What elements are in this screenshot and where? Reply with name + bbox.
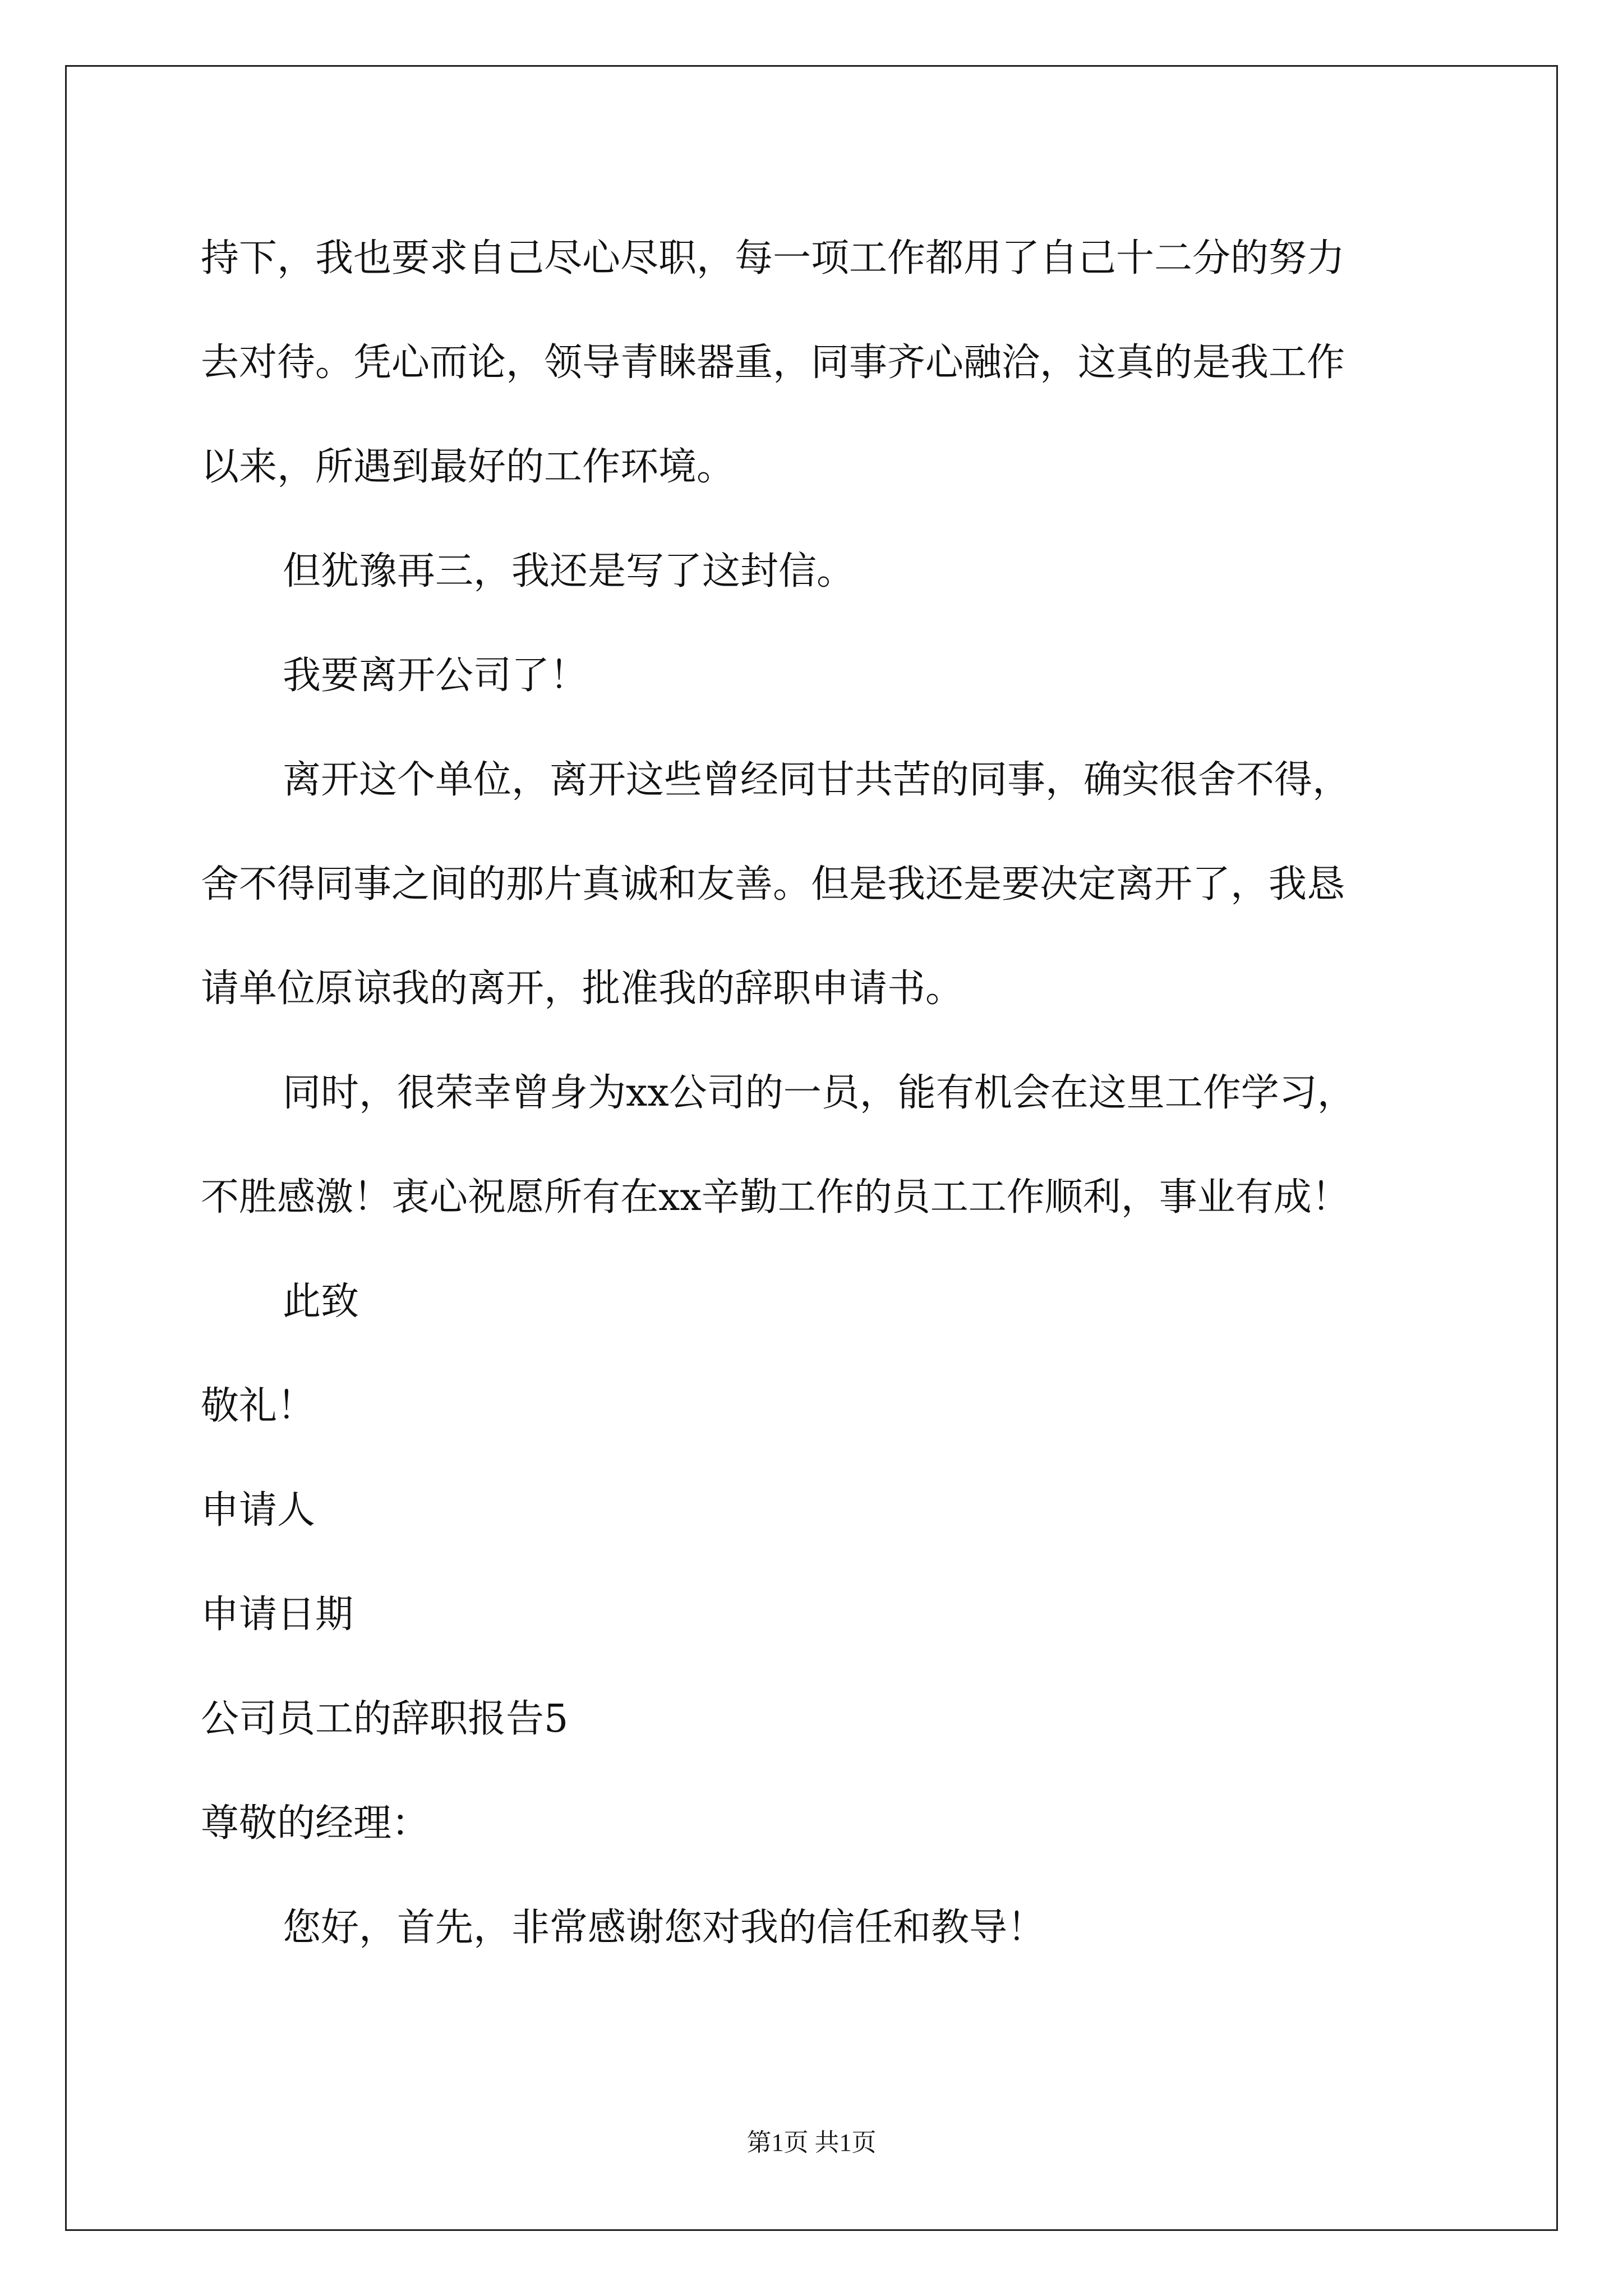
applicant-label: 申请人 [201,1488,316,1533]
text-line-2: 去对待。凭心而论，领导青睐器重，同事齐心融洽，这真的是我工作 [201,341,1345,385]
section-title: 公司员工的辞职报告5 [201,1697,569,1741]
text-line-7: 舍不得同事之间的那片真诚和友善。但是我还是要决定离开了，我恳 [201,862,1345,907]
text-line-17: 您好，首先，非常感谢您对我的信任和教导！ [283,1906,1046,1950]
application-date-label: 申请日期 [201,1593,354,1637]
text-line-9: 同时，很荣幸曾身为xx公司的一员，能有机会在这里工作学习， [283,1071,1355,1115]
text-line-3: 以来，所遇到最好的工作环境。 [201,445,735,489]
text-line-1: 持下，我也要求自己尽心尽职，每一项工作都用了自己十二分的努力 [201,236,1345,280]
text-line-10: 不胜感激！衷心祝愿所有在xx辛勤工作的员工工作顺利，事业有成！ [201,1175,1350,1220]
text-line-8: 请单位原谅我的离开，批准我的辞职申请书。 [201,967,964,1011]
closing-salutation: 此致 [283,1280,359,1324]
page-footer: 第1页 共1页 [746,2129,877,2156]
text-line-4: 但犹豫再三，我还是写了这封信。 [283,549,855,593]
text-line-6: 离开这个单位，离开这些曾经同甘共苦的同事，确实很舍不得， [283,758,1351,802]
text-line-5: 我要离开公司了！ [283,654,588,698]
closing-respect: 敬礼！ [201,1384,316,1428]
document-body [201,206,1435,1980]
greeting: 尊敬的经理： [201,1801,430,1846]
